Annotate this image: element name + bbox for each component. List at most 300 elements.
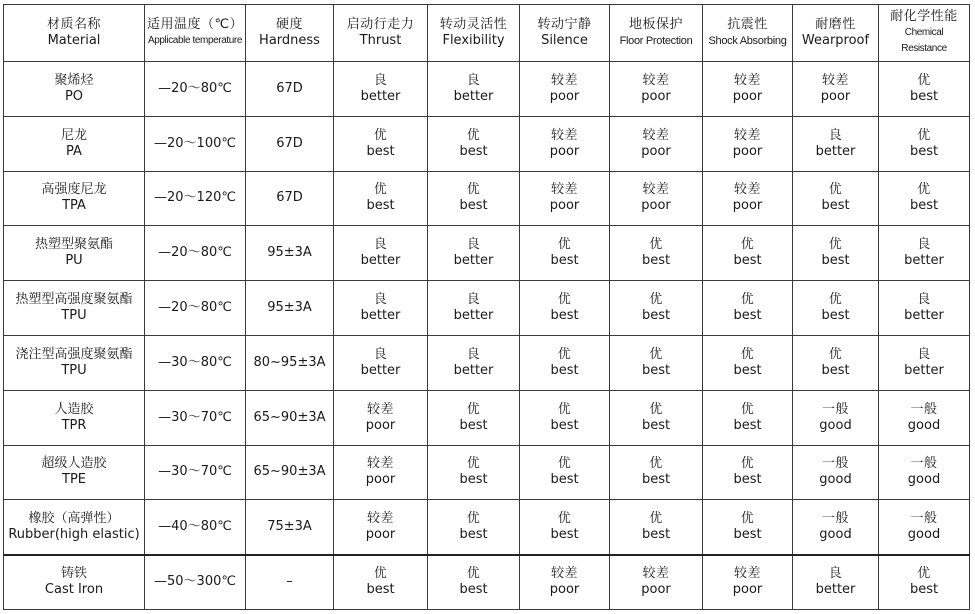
rating-cell-thrust xyxy=(334,445,428,500)
rating-cell-thrust xyxy=(334,500,428,555)
material-name-cn: 热塑型聚氨酯 xyxy=(34,237,113,253)
header-label-en: Silence xyxy=(541,33,588,48)
rating-cn: 优 xyxy=(557,292,572,308)
rating-cell-shock-absorbing xyxy=(703,116,793,171)
rating-en: best xyxy=(641,308,671,324)
rating-en: best xyxy=(459,143,488,159)
rating-en: best xyxy=(641,527,671,543)
header-floor-protection xyxy=(610,5,703,62)
temperature-cell: —20～80℃ xyxy=(145,62,246,117)
rating-cn: 优 xyxy=(557,511,572,527)
rating-cn: 优 xyxy=(466,511,481,527)
rating-cn: 优 xyxy=(557,401,572,417)
rating-cn: 优 xyxy=(557,346,572,362)
temperature-cell: —50～300℃ xyxy=(145,555,246,610)
rating-cn: 优 xyxy=(917,127,931,143)
rating-cell-flexibility xyxy=(428,390,520,445)
rating-cell-floor-protection xyxy=(610,390,703,445)
header-label-cn: 耐磨性 xyxy=(815,17,856,32)
header-label-cn: 抗震性 xyxy=(727,17,768,32)
rating-cn: 较差 xyxy=(733,127,761,143)
rating-en: good xyxy=(907,472,941,488)
rating-cn: 良 xyxy=(828,127,843,143)
temperature-cell: —20～80℃ xyxy=(145,226,246,281)
rating-en: best xyxy=(550,362,579,378)
table-row xyxy=(4,171,970,226)
rating-cn: 优 xyxy=(740,401,755,417)
rating-en: better xyxy=(360,308,401,324)
rating-cn: 优 xyxy=(649,292,663,308)
header-label-en: Applicable temperature xyxy=(147,35,243,46)
material-name-cell xyxy=(4,171,145,226)
hardness-cell: 95±3A xyxy=(246,281,334,336)
temperature-cell: —30～70℃ xyxy=(145,390,246,445)
rating-cell-shock-absorbing xyxy=(703,555,793,610)
rating-en: better xyxy=(904,362,944,378)
rating-cn: 优 xyxy=(740,237,755,253)
rating-en: poor xyxy=(549,143,580,159)
rating-cn: 良 xyxy=(466,72,481,88)
rating-cn: 一般 xyxy=(910,456,938,472)
rating-en: best xyxy=(733,253,762,269)
rating-cn: 优 xyxy=(917,72,931,88)
rating-cell-shock-absorbing xyxy=(703,281,793,336)
rating-cell-floor-protection xyxy=(610,500,703,555)
rating-en: poor xyxy=(365,417,396,433)
hardness-cell: 67D xyxy=(246,116,334,171)
header-flexibility xyxy=(428,5,520,62)
rating-cn: 优 xyxy=(917,182,931,198)
rating-cn: 优 xyxy=(649,346,663,362)
rating-cell-floor-protection xyxy=(610,335,703,390)
rating-en: poor xyxy=(641,582,671,598)
rating-cn: 优 xyxy=(373,182,388,198)
hardness-cell: 65~90±3A xyxy=(246,445,334,500)
material-name-cn: 人造胶 xyxy=(54,401,94,417)
rating-cell-silence xyxy=(520,335,610,390)
rating-cn: 良 xyxy=(917,237,931,253)
material-name-cell xyxy=(4,445,145,500)
rating-cell-wearproof xyxy=(793,281,879,336)
material-name-cn: 尼龙 xyxy=(60,127,87,143)
header-label-en: Thrust xyxy=(359,33,402,48)
table-row xyxy=(4,500,970,555)
rating-cn: 较差 xyxy=(642,182,670,198)
rating-en: better xyxy=(904,253,944,269)
rating-cn: 较差 xyxy=(642,127,670,143)
rating-en: best xyxy=(459,527,488,543)
rating-en: good xyxy=(907,417,941,433)
rating-en: best xyxy=(366,143,395,159)
material-name-en: PU xyxy=(65,253,83,269)
rating-cn: 较差 xyxy=(366,511,394,527)
rating-en: poor xyxy=(641,88,671,104)
temperature-cell: —40～80℃ xyxy=(145,500,246,555)
header-row xyxy=(4,5,970,62)
rating-en: best xyxy=(733,308,762,324)
material-name-cell xyxy=(4,390,145,445)
rating-en: poor xyxy=(732,582,763,598)
rating-cell-chemical-resistance xyxy=(879,116,970,171)
rating-en: better xyxy=(360,253,401,269)
rating-cn: 良 xyxy=(917,346,931,362)
header-label-cn: 地板保护 xyxy=(628,17,683,32)
rating-cell-silence xyxy=(520,281,610,336)
rating-en: best xyxy=(821,253,850,269)
material-name-en: TPA xyxy=(62,198,86,214)
header-label-cn: 启动行走力 xyxy=(346,17,415,32)
rating-cn: 一般 xyxy=(910,401,938,417)
material-name-en: Rubber(high elastic) xyxy=(8,527,140,543)
header-chemical-resistance xyxy=(879,5,970,62)
material-name-cell xyxy=(4,281,145,336)
rating-cell-flexibility xyxy=(428,171,520,226)
header-label-en: Chemical Resistance xyxy=(901,27,947,54)
rating-cell-wearproof xyxy=(793,62,879,117)
header-label-cn: 转动宁静 xyxy=(537,17,592,32)
rating-en: better xyxy=(360,88,401,104)
rating-en: poor xyxy=(641,143,671,159)
header-label-en: Hardness xyxy=(259,33,320,48)
rating-cn: 优 xyxy=(649,511,663,527)
rating-cn: 优 xyxy=(373,566,388,582)
rating-cell-thrust xyxy=(334,335,428,390)
rating-cn: 良 xyxy=(828,566,843,582)
material-name-en: PO xyxy=(64,88,84,104)
material-name-cn: 热塑型高强度聚氨酯 xyxy=(15,292,133,308)
header-hardness xyxy=(246,5,334,62)
rating-cn: 良 xyxy=(466,237,481,253)
rating-cell-flexibility xyxy=(428,281,520,336)
rating-en: best xyxy=(641,472,671,488)
rating-en: good xyxy=(819,527,852,543)
rating-en: best xyxy=(459,417,488,433)
rating-cell-floor-protection xyxy=(610,171,703,226)
rating-en: best xyxy=(550,417,579,433)
rating-cell-chemical-resistance xyxy=(879,500,970,555)
rating-cell-floor-protection xyxy=(610,281,703,336)
rating-en: better xyxy=(904,308,944,324)
rating-cell-shock-absorbing xyxy=(703,62,793,117)
rating-cell-flexibility xyxy=(428,445,520,500)
rating-cn: 较差 xyxy=(550,566,578,582)
rating-cn: 优 xyxy=(557,237,572,253)
rating-cell-thrust xyxy=(334,281,428,336)
material-name-en: TPU xyxy=(61,362,87,378)
material-name-en: TPR xyxy=(61,417,87,433)
rating-cn: 较差 xyxy=(642,566,670,582)
rating-cn: 优 xyxy=(740,456,755,472)
table-header xyxy=(4,5,970,62)
rating-en: best xyxy=(821,362,850,378)
table-row xyxy=(4,226,970,281)
header-silence xyxy=(520,5,610,62)
rating-en: better xyxy=(453,308,494,324)
rating-en: best xyxy=(641,253,671,269)
rating-cell-thrust xyxy=(334,555,428,610)
table-row xyxy=(4,116,970,171)
header-thrust xyxy=(334,5,428,62)
rating-cell-wearproof xyxy=(793,500,879,555)
rating-en: poor xyxy=(549,582,580,598)
rating-cell-flexibility xyxy=(428,335,520,390)
rating-cn: 优 xyxy=(828,182,843,198)
rating-en: best xyxy=(909,88,939,104)
rating-en: poor xyxy=(732,198,763,214)
rating-cell-silence xyxy=(520,116,610,171)
header-label-cn: 适用温度（℃） xyxy=(147,17,244,32)
rating-cn: 良 xyxy=(373,237,388,253)
rating-cell-flexibility xyxy=(428,555,520,610)
rating-cn: 一般 xyxy=(910,511,938,527)
rating-cn: 较差 xyxy=(821,72,849,88)
rating-cell-shock-absorbing xyxy=(703,500,793,555)
rating-cell-silence xyxy=(520,555,610,610)
rating-en: best xyxy=(733,417,762,433)
rating-cell-thrust xyxy=(334,171,428,226)
rating-en: better xyxy=(360,362,401,378)
rating-cn: 良 xyxy=(466,346,481,362)
rating-cell-chemical-resistance xyxy=(879,226,970,281)
rating-cn: 良 xyxy=(373,292,388,308)
rating-cn: 优 xyxy=(466,127,481,143)
rating-cell-shock-absorbing xyxy=(703,171,793,226)
material-name-cn: 高强度尼龙 xyxy=(41,182,107,198)
material-name-en: TPE xyxy=(62,472,86,488)
rating-en: poor xyxy=(549,88,580,104)
rating-cell-wearproof xyxy=(793,171,879,226)
rating-cell-floor-protection xyxy=(610,226,703,281)
rating-cell-chemical-resistance xyxy=(879,390,970,445)
rating-cell-wearproof xyxy=(793,335,879,390)
rating-en: best xyxy=(459,198,488,214)
rating-cn: 良 xyxy=(466,292,481,308)
rating-cell-floor-protection xyxy=(610,555,703,610)
rating-en: best xyxy=(550,308,579,324)
rating-cell-chemical-resistance xyxy=(879,335,970,390)
rating-en: good xyxy=(907,527,941,543)
rating-cn: 较差 xyxy=(733,72,761,88)
rating-en: best xyxy=(821,198,850,214)
rating-cn: 优 xyxy=(466,566,481,582)
rating-cell-wearproof xyxy=(793,226,879,281)
temperature-cell: —30～70℃ xyxy=(145,445,246,500)
rating-cn: 一般 xyxy=(821,401,849,417)
rating-cn: 优 xyxy=(466,456,481,472)
material-name-cell xyxy=(4,62,145,117)
table-row xyxy=(4,281,970,336)
material-name-cell xyxy=(4,500,145,555)
rating-cell-silence xyxy=(520,62,610,117)
material-name-cell xyxy=(4,335,145,390)
header-wearproof xyxy=(793,5,879,62)
rating-en: poor xyxy=(365,527,396,543)
rating-en: poor xyxy=(820,88,851,104)
table-row xyxy=(4,62,970,117)
rating-cn: 良 xyxy=(373,346,388,362)
header-label-en: Wearproof xyxy=(801,33,870,48)
rating-cell-silence xyxy=(520,171,610,226)
rating-en: best xyxy=(641,417,671,433)
rating-cell-thrust xyxy=(334,390,428,445)
rating-cell-flexibility xyxy=(428,116,520,171)
header-label-en: Material xyxy=(47,33,101,48)
rating-cn: 优 xyxy=(466,182,481,198)
rating-en: best xyxy=(821,308,850,324)
hardness-cell: 95±3A xyxy=(246,226,334,281)
rating-cn: 优 xyxy=(649,456,663,472)
rating-en: better xyxy=(815,143,856,159)
rating-en: best xyxy=(733,527,762,543)
material-name-en: TPU xyxy=(61,308,87,324)
rating-en: best xyxy=(366,198,395,214)
rating-cn: 良 xyxy=(917,292,931,308)
material-name-cell xyxy=(4,116,145,171)
hardness-cell: 75±3A xyxy=(246,500,334,555)
hardness-cell: 65~90±3A xyxy=(246,390,334,445)
rating-cn: 较差 xyxy=(366,401,394,417)
rating-cn: 优 xyxy=(828,237,843,253)
rating-en: best xyxy=(366,582,395,598)
rating-cell-chemical-resistance xyxy=(879,62,970,117)
rating-en: poor xyxy=(732,143,763,159)
rating-en: good xyxy=(819,472,852,488)
rating-cell-flexibility xyxy=(428,226,520,281)
rating-cell-wearproof xyxy=(793,116,879,171)
rating-cn: 较差 xyxy=(550,182,578,198)
rating-cell-flexibility xyxy=(428,62,520,117)
rating-cell-chemical-resistance xyxy=(879,445,970,500)
rating-cell-floor-protection xyxy=(610,62,703,117)
header-label-cn: 转动灵活性 xyxy=(439,17,508,32)
header-label-cn: 材质名称 xyxy=(46,17,101,32)
material-name-cell xyxy=(4,226,145,281)
temperature-cell: —20～100℃ xyxy=(145,116,246,171)
material-name-cn: 聚烯烃 xyxy=(54,72,94,88)
rating-en: poor xyxy=(365,472,396,488)
rating-cn: 优 xyxy=(649,237,663,253)
rating-cn: 较差 xyxy=(550,72,578,88)
rating-cn: 一般 xyxy=(821,511,849,527)
rating-cell-floor-protection xyxy=(610,116,703,171)
material-name-en: Cast Iron xyxy=(44,582,104,598)
hardness-cell: 67D xyxy=(246,171,334,226)
rating-cell-chemical-resistance xyxy=(879,281,970,336)
header-label-cn: 硬度 xyxy=(275,17,303,32)
hardness-cell: – xyxy=(246,555,334,610)
rating-cn: 较差 xyxy=(733,566,761,582)
rating-cell-silence xyxy=(520,226,610,281)
rating-cell-flexibility xyxy=(428,500,520,555)
temperature-cell: —20～80℃ xyxy=(145,281,246,336)
rating-en: best xyxy=(550,527,579,543)
rating-cell-chemical-resistance xyxy=(879,171,970,226)
rating-cn: 优 xyxy=(828,346,843,362)
rating-en: best xyxy=(550,472,579,488)
rating-en: best xyxy=(641,362,671,378)
rating-en: better xyxy=(453,362,494,378)
rating-en: best xyxy=(459,582,488,598)
header-label-en: Floor Protection xyxy=(619,35,693,47)
material-name-cell xyxy=(4,555,145,610)
rating-cell-shock-absorbing xyxy=(703,445,793,500)
table-row xyxy=(4,445,970,500)
rating-cell-silence xyxy=(520,445,610,500)
rating-cn: 优 xyxy=(740,511,755,527)
rating-cell-shock-absorbing xyxy=(703,335,793,390)
rating-en: better xyxy=(815,582,856,598)
rating-cell-silence xyxy=(520,500,610,555)
rating-cell-wearproof xyxy=(793,445,879,500)
rating-cn: 优 xyxy=(373,127,388,143)
material-name-cn: 浇注型高强度聚氨酯 xyxy=(15,346,133,362)
rating-cn: 良 xyxy=(373,72,388,88)
temperature-cell: —30～80℃ xyxy=(145,335,246,390)
rating-en: best xyxy=(909,198,939,214)
rating-en: best xyxy=(733,362,762,378)
rating-en: good xyxy=(819,417,852,433)
rating-en: better xyxy=(453,253,494,269)
rating-en: poor xyxy=(641,198,671,214)
rating-cn: 优 xyxy=(466,401,481,417)
rating-cell-thrust xyxy=(334,226,428,281)
material-name-cn: 橡胶（高弹性） xyxy=(28,511,120,527)
rating-cn: 优 xyxy=(557,456,572,472)
header-label-en: Shock Absorbing xyxy=(708,35,787,47)
rating-en: best xyxy=(550,253,579,269)
rating-en: poor xyxy=(549,198,580,214)
rating-cell-wearproof xyxy=(793,555,879,610)
header-material xyxy=(4,5,145,62)
table-body xyxy=(4,62,970,610)
table-row xyxy=(4,555,970,610)
header-temperature xyxy=(145,5,246,62)
rating-cn: 较差 xyxy=(366,456,394,472)
rating-cn: 优 xyxy=(649,401,663,417)
hardness-cell: 80~95±3A xyxy=(246,335,334,390)
rating-cell-thrust xyxy=(334,116,428,171)
rating-cn: 优 xyxy=(917,566,931,582)
rating-cn: 一般 xyxy=(821,456,849,472)
rating-cell-chemical-resistance xyxy=(879,555,970,610)
rating-cn: 优 xyxy=(740,346,755,362)
temperature-cell: —20～120℃ xyxy=(145,171,246,226)
rating-cell-shock-absorbing xyxy=(703,390,793,445)
rating-cn: 优 xyxy=(740,292,755,308)
table-row xyxy=(4,390,970,445)
rating-en: better xyxy=(453,88,494,104)
hardness-cell: 67D xyxy=(246,62,334,117)
material-name-cn: 超级人造胶 xyxy=(41,456,107,472)
table-row xyxy=(4,335,970,390)
header-label-cn: 耐化学性能 xyxy=(890,9,958,24)
rating-cn: 优 xyxy=(828,292,843,308)
rating-cell-floor-protection xyxy=(610,445,703,500)
material-name-en: PA xyxy=(66,143,82,159)
header-label-en: Flexibility xyxy=(442,33,505,48)
rating-en: poor xyxy=(732,88,763,104)
rating-cn: 较差 xyxy=(550,127,578,143)
rating-en: best xyxy=(909,582,939,598)
material-name-cn: 铸铁 xyxy=(60,566,87,582)
header-shock-absorbing xyxy=(703,5,793,62)
materials-comparison-table xyxy=(3,4,970,610)
rating-en: best xyxy=(909,143,939,159)
rating-cell-silence xyxy=(520,390,610,445)
rating-cn: 较差 xyxy=(642,72,670,88)
rating-cn: 较差 xyxy=(733,182,761,198)
rating-en: best xyxy=(733,472,762,488)
